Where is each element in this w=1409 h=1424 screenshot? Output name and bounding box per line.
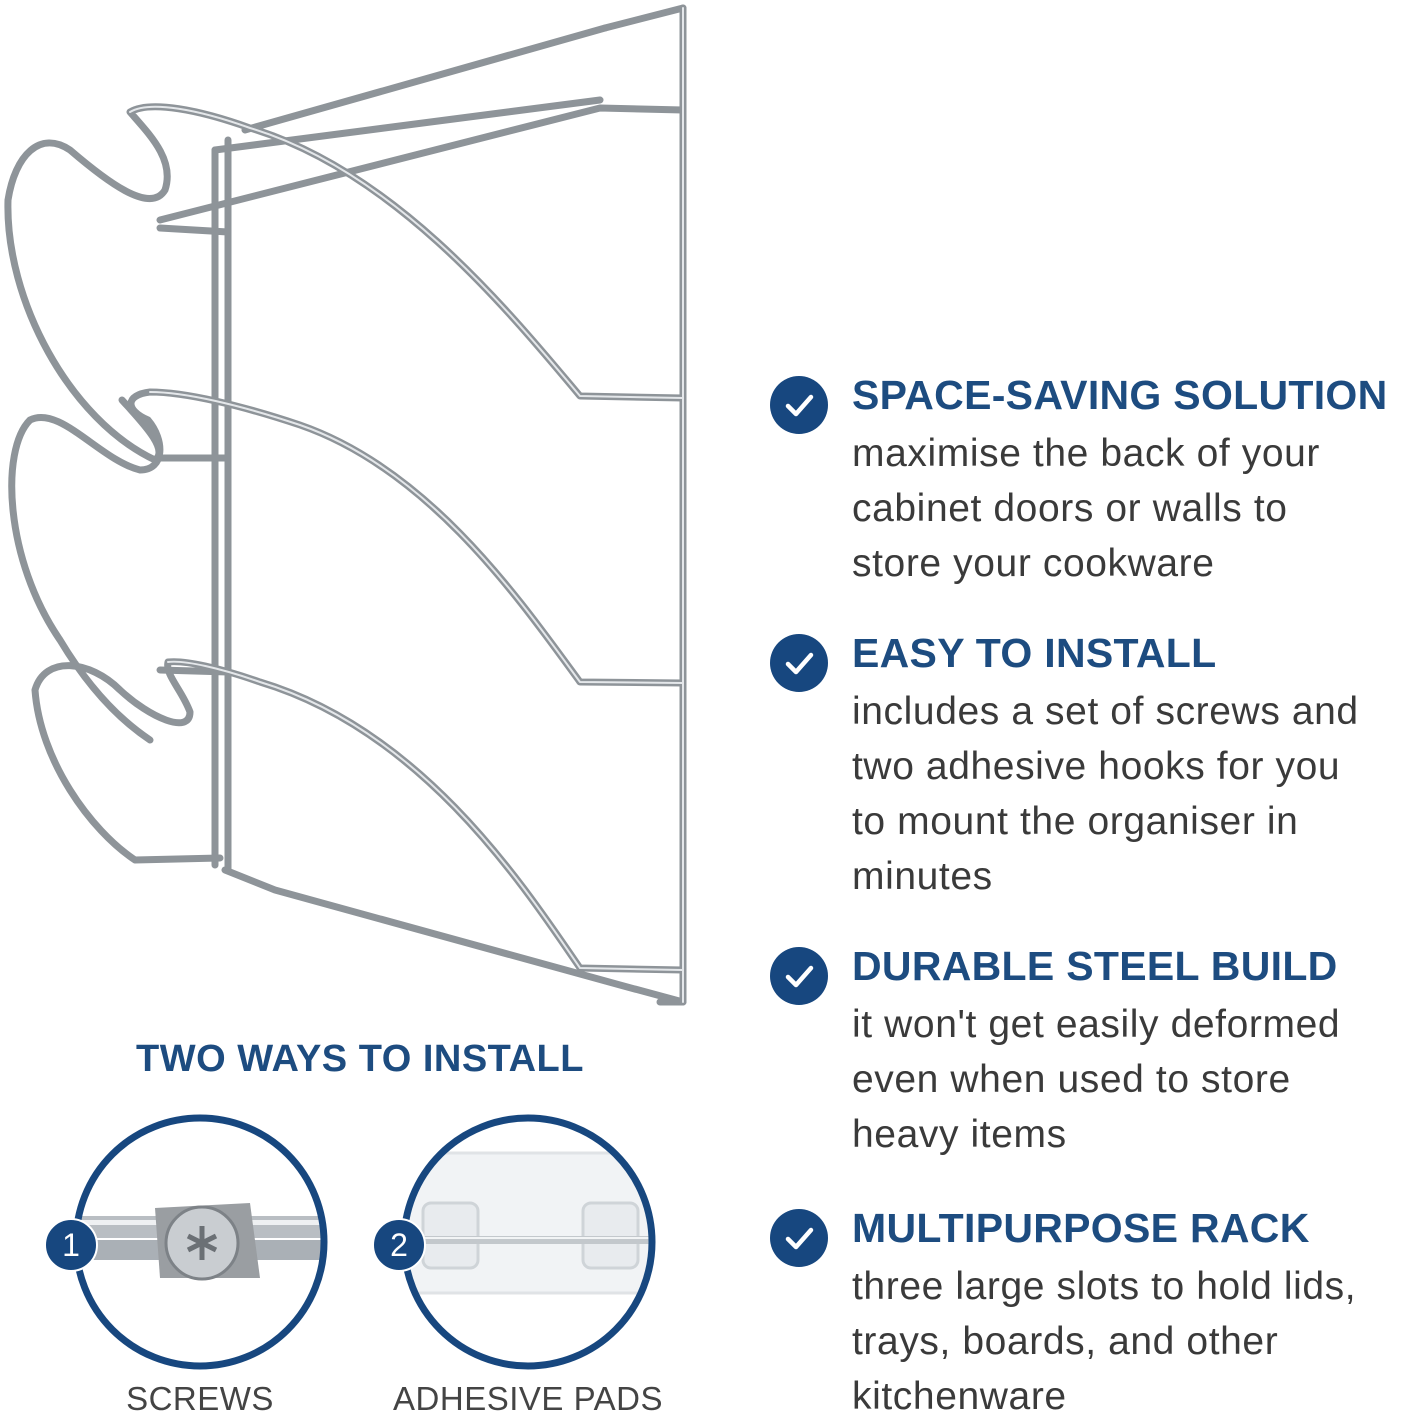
adhesive-pad-photo <box>388 1108 668 1378</box>
feature-description: includes a set of screws and two adhesive hooks for you to mount the organiser in minutes <box>852 690 1359 898</box>
feature-title: SPACE-SAVING SOLUTION <box>852 372 1388 418</box>
feature-title: MULTIPURPOSE RACK <box>852 1205 1310 1251</box>
install-method-screws <box>60 1108 340 1418</box>
feature-description: maximise the back of your cabinet doors or walls to store your cookware <box>852 432 1321 585</box>
step-number-badge: 1 <box>44 1218 98 1272</box>
install-method-adhesive <box>388 1108 668 1418</box>
checkmark-icon <box>770 376 828 434</box>
feature-description: three large slots to hold lids, trays, boards, and other kitchenware <box>852 1265 1357 1418</box>
install-method-label: ADHESIVE PADS <box>393 1380 663 1417</box>
feature-description: it won't get easily deformed even when used to store heavy items <box>852 1003 1341 1156</box>
wire-rack-image <box>0 0 700 1020</box>
checkmark-icon <box>770 1209 828 1267</box>
install-section-title: TWO WAYS TO INSTALL <box>136 1038 584 1080</box>
checkmark-icon <box>770 947 828 1005</box>
feature-title: EASY TO INSTALL <box>852 630 1217 676</box>
feature-title: DURABLE STEEL BUILD <box>852 943 1338 989</box>
checkmark-icon <box>770 634 828 692</box>
install-method-label: SCREWS <box>126 1380 274 1417</box>
step-number-badge: 2 <box>372 1218 426 1272</box>
screw-photo <box>60 1108 340 1378</box>
